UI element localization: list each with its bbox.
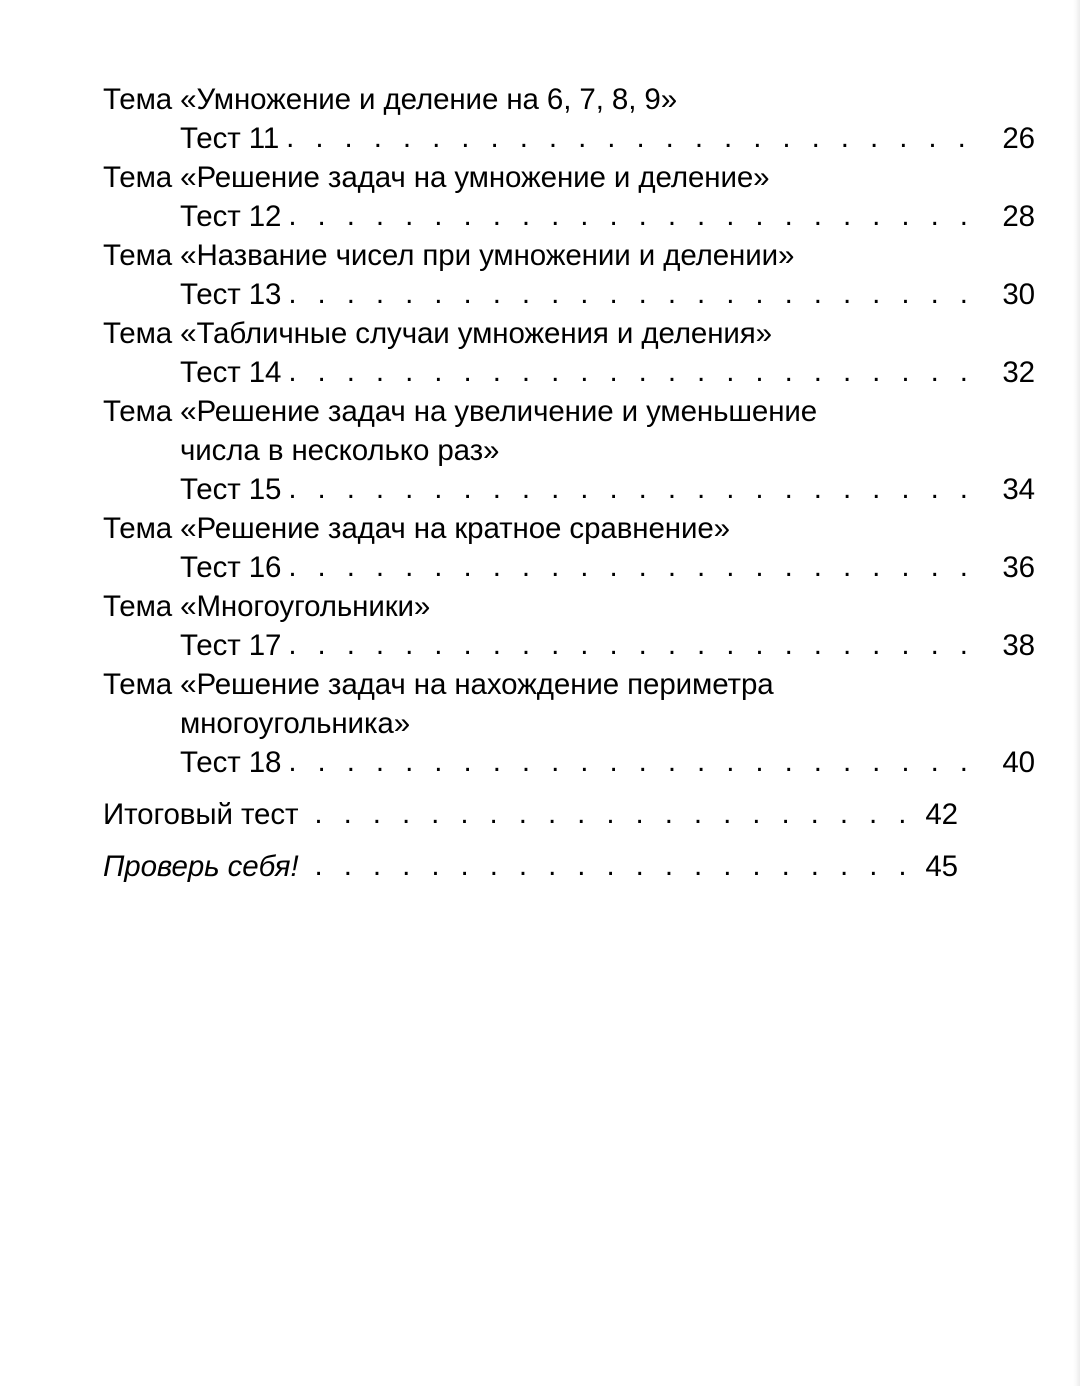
dot-leader: [288, 352, 987, 391]
toc-entry-row[interactable]: [103, 197, 1035, 236]
toc-page-number: 32: [1002, 356, 1035, 389]
toc-topic-title: Тема «Решение задач на кратное сравнение»: [103, 512, 730, 545]
toc-entry-label: Тест 13: [180, 278, 282, 311]
toc-entry-row[interactable]: [103, 548, 1035, 587]
toc-page-number: 26: [1002, 122, 1035, 155]
toc-entry-row[interactable]: [103, 743, 1035, 782]
toc-entry-label: Тест 18: [180, 746, 282, 779]
dot-leader: [288, 547, 987, 586]
dot-leader: [288, 196, 987, 235]
toc-entry-label: Тест 14: [180, 356, 282, 389]
dot-leader: [288, 625, 987, 664]
toc-topic-title: Тема «Решение задач на умножение и деление»: [103, 161, 770, 194]
toc-page-number: 30: [1002, 278, 1035, 311]
toc-entry-row[interactable]: [103, 795, 958, 834]
toc-page-number: 42: [925, 798, 958, 831]
toc-entry-row[interactable]: [103, 847, 958, 886]
dot-leader: [315, 846, 910, 885]
page-scan-edge: [1073, 0, 1080, 1386]
toc-entry-label: Проверь себя!: [103, 850, 299, 883]
dot-leader: [288, 742, 987, 781]
toc-topic-title: Тема «Решение задач на увеличение и уменьшение: [103, 395, 818, 428]
toc-page-number: 28: [1002, 200, 1035, 233]
toc-topic-title-continuation: многоугольника»: [180, 707, 411, 740]
toc-page-number: 40: [1002, 746, 1035, 779]
toc-entry-label: Тест 12: [180, 200, 282, 233]
toc-topic-title: Тема «Многоугольники»: [103, 590, 431, 623]
toc-page-number: 36: [1002, 551, 1035, 584]
toc-topic-title: Тема «Решение задач на нахождение периметра: [103, 668, 774, 701]
toc-topic-title: Тема «Табличные случаи умножения и деления»: [103, 317, 772, 350]
toc-entry-row[interactable]: [103, 353, 1035, 392]
toc-page-number: 38: [1002, 629, 1035, 662]
toc-entry-row[interactable]: [103, 119, 1035, 158]
dot-leader: [314, 794, 910, 833]
toc-entry-row[interactable]: [103, 626, 1035, 665]
toc-entry-label: Тест 11: [180, 122, 280, 155]
toc-topic-title: Тема «Умножение и деление на 6, 7, 8, 9»: [103, 83, 678, 116]
toc-entry-label: Итоговый тест: [103, 798, 299, 831]
toc-page-number: 45: [925, 850, 958, 883]
dot-leader: [288, 469, 987, 508]
toc-topic-title: Тема «Название чисел при умножении и делении»: [103, 239, 795, 272]
toc-entry-row[interactable]: [103, 275, 1035, 314]
table-of-contents: [103, 80, 1035, 886]
dot-leader: [286, 118, 987, 157]
toc-topic-title-continuation: числа в несколько раз»: [180, 434, 500, 467]
toc-entry-row[interactable]: [103, 470, 1035, 509]
dot-leader: [288, 274, 987, 313]
toc-page-number: 34: [1002, 473, 1035, 506]
toc-entry-label: Тест 16: [180, 551, 282, 584]
toc-entry-label: Тест 17: [180, 629, 282, 662]
toc-entry-label: Тест 15: [180, 473, 282, 506]
